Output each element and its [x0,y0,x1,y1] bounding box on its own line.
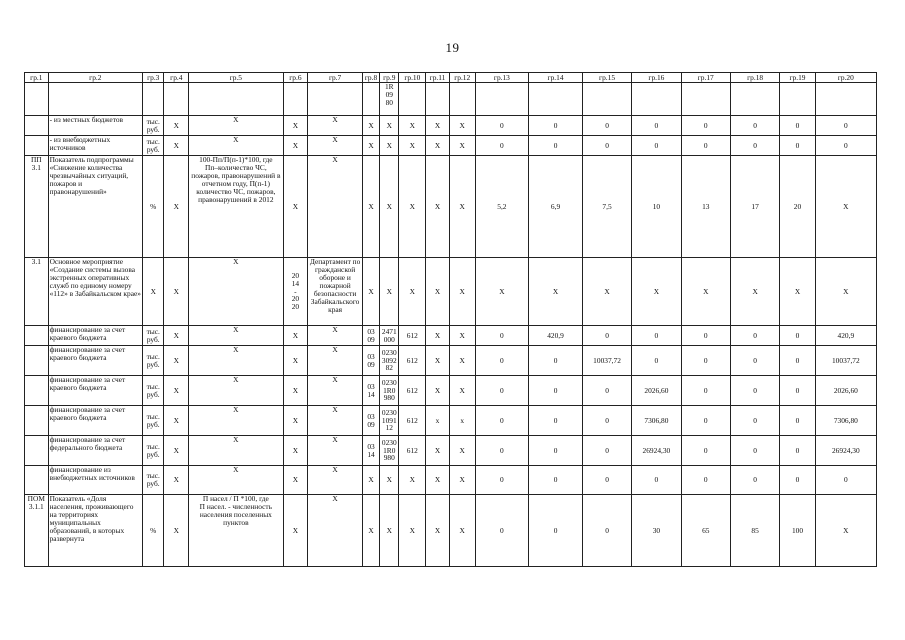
table-cell: X [164,326,189,346]
table-cell: Показатель «Доля населения, проживающего на территориях муниципальных образований, в которых развернута [48,495,142,567]
table-cell: X [449,326,475,346]
table-cell: 0 [529,495,583,567]
table-cell: X [426,466,450,495]
table-cell: 0 [582,495,631,567]
table-cell: тыс. руб. [143,466,164,495]
table-cell: X [362,258,379,326]
table-cell: X [399,495,426,567]
table-cell [449,83,475,116]
table-cell: 0 [681,116,730,136]
column-header: гр.18 [730,73,779,83]
table-cell: 30 [632,495,681,567]
table-cell: 0 [780,346,815,376]
table-cell: X [283,495,308,567]
table-cell: X [529,258,583,326]
table-cell: 03 09 [362,326,379,346]
table-cell: 0 [475,346,529,376]
table-cell: X [189,116,283,136]
table-cell [48,83,142,116]
table-cell: 0 [632,116,681,136]
table-cell [780,83,815,116]
table-cell: 0 [529,466,583,495]
table-cell: 0 [730,466,779,495]
table-cell: X [283,406,308,436]
table-cell: тыс. руб. [143,406,164,436]
table-cell: 0 [475,406,529,436]
table-cell: Департамент по гражданской обороне и пожарной безопасности Забайкальского края [308,258,363,326]
table-cell: 0 [815,116,876,136]
table-row [25,495,877,567]
table-cell: 0230 1R0 980 [380,436,399,466]
table-cell: 612 [399,406,426,436]
table-cell: 0 [475,466,529,495]
table-cell: X [189,466,283,495]
table-cell: X [308,156,363,258]
table-cell: 0 [632,326,681,346]
table-cell: 0 [730,116,779,136]
column-header: гр.7 [308,73,363,83]
table-cell: тыс. руб. [143,376,164,406]
table-cell: X [380,116,399,136]
table-row [25,136,877,156]
table-row [25,83,877,116]
table-cell: 0 [730,436,779,466]
column-header: гр.16 [632,73,681,83]
table-cell [25,83,49,116]
table-row [25,326,877,346]
table-row [25,156,877,258]
table-cell: 0 [475,376,529,406]
table-cell: 0 [632,346,681,376]
table-cell [283,83,308,116]
table-cell [25,116,49,136]
table-cell: X [380,466,399,495]
table-cell: x [426,406,450,436]
column-header: гр.8 [362,73,379,83]
table-cell [399,83,426,116]
table-cell: 0 [582,436,631,466]
table-cell: 0 [632,136,681,156]
table-cell: 0 [815,136,876,156]
column-header: гр.5 [189,73,283,83]
table-cell: 7306,80 [632,406,681,436]
table-cell [815,83,876,116]
table-cell: 0 [780,376,815,406]
table-cell [25,346,49,376]
table-cell: 0 [780,466,815,495]
table-cell: X [362,136,379,156]
table-cell [25,406,49,436]
table-cell: 0 [681,326,730,346]
table-cell: X [283,116,308,136]
table-cell: тыс. руб. [143,436,164,466]
table-cell: X [164,258,189,326]
table-cell: 0 [632,466,681,495]
table-cell: 0 [681,136,730,156]
table-cell: 03 09 [362,346,379,376]
table-cell: X [283,136,308,156]
table-cell: X [308,116,363,136]
table-cell: 65 [681,495,730,567]
table-cell: X [362,466,379,495]
table-cell [25,466,49,495]
table-cell: ПП 3.1 [25,156,49,258]
table-cell: 0 [582,376,631,406]
table-cell: X [426,258,450,326]
column-header: гр.10 [399,73,426,83]
table-cell: 0 [582,326,631,346]
column-header: гр.17 [681,73,730,83]
table-cell: X [815,495,876,567]
table-cell: X [164,436,189,466]
table-cell: 420,9 [815,326,876,346]
table-cell: 420,9 [529,326,583,346]
table-cell: финансирование за счет краевого бюджета [48,376,142,406]
table-cell: 26924,30 [632,436,681,466]
table-cell: 0 [582,136,631,156]
table-cell: X [815,258,876,326]
table-cell: 0 [780,326,815,346]
table-cell: X [449,495,475,567]
table-cell: X [730,258,779,326]
column-header: гр.1 [25,73,49,83]
table-cell: 20 14 - 20 20 [283,258,308,326]
table-cell: 612 [399,346,426,376]
table-cell: 0 [815,466,876,495]
table-cell: X [308,326,363,346]
table-cell: X [283,376,308,406]
table-cell: X [426,495,450,567]
table-cell: X [164,376,189,406]
table-cell: X [189,136,283,156]
table-cell: 0 [582,466,631,495]
table-cell: X [308,495,363,567]
table-cell: X [164,495,189,567]
table-cell: 612 [399,326,426,346]
table-cell: X [283,156,308,258]
table-cell: 0 [730,376,779,406]
table-row [25,436,877,466]
table-row [25,116,877,136]
table-cell: финансирование за счет краевого бюджета [48,406,142,436]
page-number: 19 [445,40,460,55]
table-cell: X [164,156,189,258]
table-cell: X [632,258,681,326]
table-cell: X [475,258,529,326]
table-cell: % [143,495,164,567]
table-cell: X [189,258,283,326]
table-cell: X [426,346,450,376]
table-cell: - из местных бюджетов [48,116,142,136]
table-cell: 7,5 [582,156,631,258]
table-cell: X [449,346,475,376]
table-cell: X [449,466,475,495]
table-cell: финансирование за счет краевого бюджета [48,326,142,346]
table-cell: 5,2 [475,156,529,258]
column-header: гр.9 [380,73,399,83]
table-cell: X [449,116,475,136]
table-cell: X [164,466,189,495]
table-cell: 0 [582,406,631,436]
table-cell: X [189,406,283,436]
table-cell: финансирование за счет краевого бюджета [48,346,142,376]
program-table [24,72,877,567]
table-cell: X [449,376,475,406]
table-cell: X [399,116,426,136]
table-cell: 0 [529,116,583,136]
table-cell: 0 [780,116,815,136]
table-cell: X [164,406,189,436]
table-cell: тыс. руб. [143,346,164,376]
table-cell: X [399,136,426,156]
table-cell: 13 [681,156,730,258]
table-cell: тыс. руб. [143,116,164,136]
table-cell [25,436,49,466]
column-header: гр.11 [426,73,450,83]
table-cell: X [164,346,189,376]
table-cell: тыс. руб. [143,326,164,346]
table-cell [143,83,164,116]
table-cell: тыс. руб. [143,136,164,156]
table-cell [475,83,529,116]
table-cell: ПОМ 3.1.1 [25,495,49,567]
table-cell: - из внебюджетных источников [48,136,142,156]
table-cell: X [380,495,399,567]
table-cell: X [815,156,876,258]
table-cell: 0 [730,406,779,436]
table-cell: 1R 09 80 [380,83,399,116]
table-cell: 0230 3092 82 [380,346,399,376]
table-cell: X [308,466,363,495]
table-cell: 85 [730,495,779,567]
table-cell: 612 [399,436,426,466]
table-cell: 0 [529,436,583,466]
table-cell: X [426,116,450,136]
table-cell: x [449,406,475,436]
table-cell: X [283,346,308,376]
table-row [25,466,877,495]
table-cell: 03 09 [362,406,379,436]
table-cell [25,326,49,346]
table-cell: 0 [681,406,730,436]
table-cell: X [308,346,363,376]
table-cell: X [189,346,283,376]
table-cell: X [449,258,475,326]
column-header: гр.13 [475,73,529,83]
table-cell: 612 [399,376,426,406]
table-cell [308,83,363,116]
table-cell: 100-Пп/П(п-1)*100, где Пп–количество ЧС, пожаров, правонарушений в отчетном году, П(п-1) количество ЧС, пожаров, правонарушений в 2012 [189,156,283,258]
table-cell: 0230 1091 12 [380,406,399,436]
table-cell: 0 [475,116,529,136]
table-cell: 0 [730,136,779,156]
table-row [25,346,877,376]
table-cell: П насел / П *100, где П насел. - численность населения поселенных пунктов [189,495,283,567]
table-cell: 0 [681,466,730,495]
table-cell: X [449,156,475,258]
table-cell: 03 14 [362,376,379,406]
table-cell: финансирование за счет федерального бюджета [48,436,142,466]
table-cell: Основное мероприятие «Создание системы вызова экстренных оперативных служб по единому номеру «112» в Забайкальском крае» [48,258,142,326]
table-cell: 0 [475,436,529,466]
table-cell: X [164,136,189,156]
table-cell [362,83,379,116]
table-cell [681,83,730,116]
table-cell [730,83,779,116]
table-row [25,406,877,436]
table-cell: 6,9 [529,156,583,258]
table-cell: X [380,136,399,156]
table-cell: X [143,258,164,326]
table-cell: X [426,376,450,406]
table-cell: X [189,326,283,346]
table-cell: X [308,136,363,156]
table-cell: X [283,326,308,346]
table-header-row [25,73,877,83]
table-cell: X [380,156,399,258]
table-cell: 0 [582,116,631,136]
table-cell: X [426,326,450,346]
table-cell: 20 [780,156,815,258]
table-cell [529,83,583,116]
table-cell: 100 [780,495,815,567]
table-cell [164,83,189,116]
table-cell: X [362,495,379,567]
table-cell: 2026,60 [815,376,876,406]
table-cell: 0 [780,436,815,466]
column-header: гр.2 [48,73,142,83]
column-header: гр.4 [164,73,189,83]
table-cell [25,136,49,156]
table-cell: 7306,80 [815,406,876,436]
table-cell: X [449,136,475,156]
table-cell: финансирование из внебюджетных источников [48,466,142,495]
table-cell: 2026,60 [632,376,681,406]
table-cell: X [780,258,815,326]
table-cell: 0 [475,136,529,156]
table-cell: 0 [475,326,529,346]
column-header: гр.15 [582,73,631,83]
table-cell: X [362,116,379,136]
table-cell: X [582,258,631,326]
table-cell: X [164,116,189,136]
table-cell [189,83,283,116]
column-header: гр.19 [780,73,815,83]
table-cell: X [449,436,475,466]
column-header: гр.3 [143,73,164,83]
table-cell: 0 [681,376,730,406]
table-cell: 0 [730,346,779,376]
table-cell: 0 [730,326,779,346]
table-cell: 10037,72 [582,346,631,376]
table-cell: X [283,466,308,495]
table-cell: X [399,466,426,495]
table-cell: X [189,376,283,406]
table-cell: 0 [529,376,583,406]
table-cell: 26924,30 [815,436,876,466]
table-cell: X [189,436,283,466]
table-cell: X [308,436,363,466]
table-cell: X [426,436,450,466]
column-header: гр.20 [815,73,876,83]
table-cell: 0 [529,346,583,376]
table-row [25,258,877,326]
table-cell: X [308,376,363,406]
table-cell: 3.1 [25,258,49,326]
table-cell [426,83,450,116]
table-cell: 0 [475,495,529,567]
table-cell: X [283,436,308,466]
table-cell: 0 [780,136,815,156]
table-cell: X [362,156,379,258]
table-cell: 2471 000 [380,326,399,346]
table-cell [632,83,681,116]
table-cell: 17 [730,156,779,258]
table-cell: 0 [780,406,815,436]
table-cell: 0 [529,136,583,156]
table-cell: 0 [681,346,730,376]
table-cell: X [380,258,399,326]
table-cell: X [426,136,450,156]
table-cell: X [399,258,426,326]
column-header: гр.14 [529,73,583,83]
table-cell: 0230 1R0 980 [380,376,399,406]
table-cell: 0 [681,436,730,466]
table-cell: X [308,406,363,436]
table-cell: 03 14 [362,436,379,466]
column-header: гр.6 [283,73,308,83]
table-cell: % [143,156,164,258]
table-cell: X [681,258,730,326]
table-cell [582,83,631,116]
table-cell: 0 [529,406,583,436]
table-cell [25,376,49,406]
table-cell: Показатель подпрограммы «Снижение количества чрезвычайных ситуаций, пожаров и правонарушений» [48,156,142,258]
table-cell: X [426,156,450,258]
table-cell: 10 [632,156,681,258]
table-row [25,376,877,406]
table-cell: 10037,72 [815,346,876,376]
table-cell: X [399,156,426,258]
column-header: гр.12 [449,73,475,83]
